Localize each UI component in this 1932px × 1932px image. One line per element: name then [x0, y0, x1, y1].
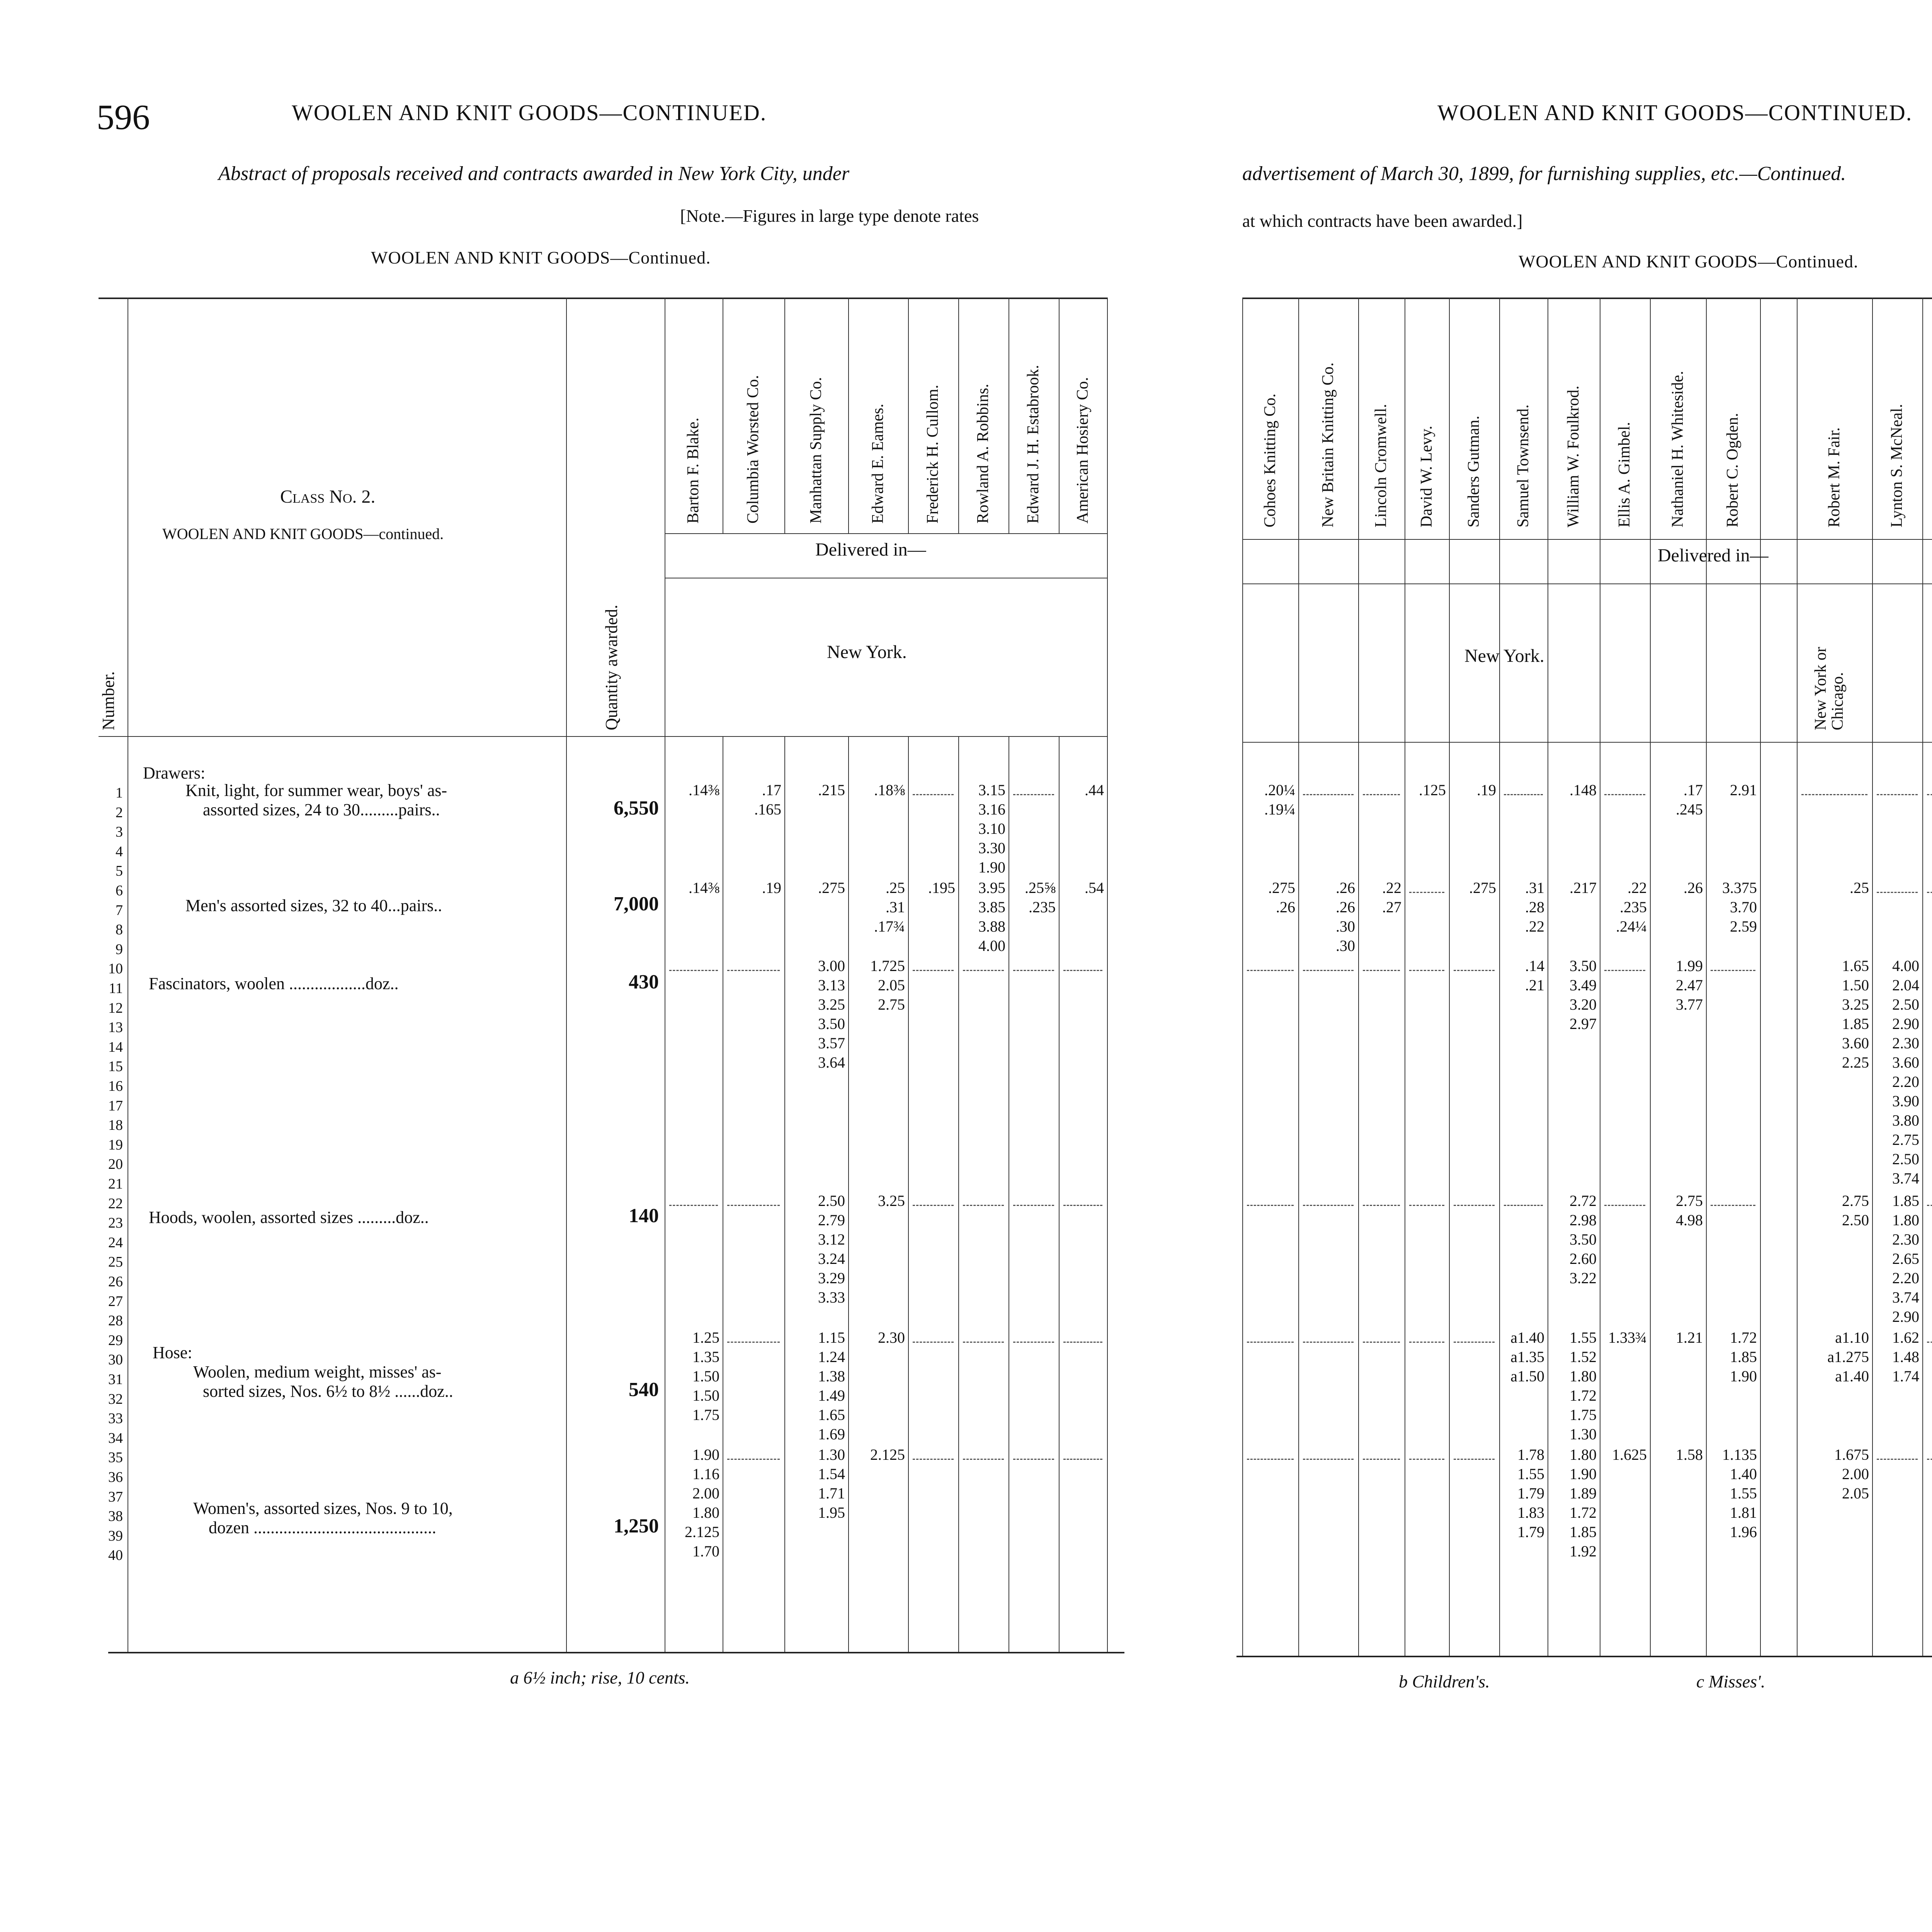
empty-cell-leader	[1063, 1459, 1102, 1460]
row-number: 36	[108, 1469, 123, 1485]
bidder-header: Columbia Worsted Co.	[744, 375, 762, 524]
empty-cell-leader	[1013, 970, 1054, 971]
right-price-cell: 1.625	[1612, 1446, 1647, 1464]
right-price-cell: 1.21	[1676, 1328, 1703, 1346]
left-price-cell: 3.25	[878, 1192, 905, 1209]
row-number: 39	[108, 1527, 123, 1544]
empty-cell-leader	[963, 1205, 1004, 1206]
right-price-cell: a1.10 a1.275 a1.40	[1827, 1328, 1869, 1385]
right-running-head: WOOLEN AND KNIT GOODS—CONTINUED.	[1437, 100, 1913, 125]
left-abstract-line: Abstract of proposals received and contracts awarded in New York City, under	[218, 163, 850, 185]
bidder-header: Robert M. Fair.	[1825, 427, 1843, 527]
empty-cell-leader	[1013, 1459, 1054, 1460]
left-price-cell: 1.15 1.24 1.38 1.49 1.65 1.69	[818, 1328, 845, 1443]
row-number: 40	[108, 1547, 123, 1564]
item-drawers-boys-line2: assorted sizes, 24 to 30.........pairs..	[203, 800, 440, 819]
empty-cell-leader	[1247, 1459, 1294, 1460]
right-price-cell: .125	[1419, 781, 1446, 799]
item-drawers-boys-line1: Knit, light, for summer wear, boys' as-	[185, 781, 447, 800]
row-number: 7	[116, 902, 123, 918]
left-price-cell: .54	[1085, 879, 1104, 896]
right-price-cell: 2.72 2.98 3.50 2.60 3.22	[1570, 1192, 1597, 1287]
item-hose-group: Hose:	[153, 1343, 192, 1362]
empty-cell-leader	[1247, 1205, 1294, 1206]
empty-cell-leader	[1504, 1205, 1543, 1206]
right-price-cell	[1924, 956, 1932, 995]
row-number: 15	[108, 1058, 123, 1075]
quantity-header: Quantity awarded.	[602, 605, 621, 730]
bidder-header: Edward J. H. Estabrook.	[1024, 365, 1042, 524]
empty-cell-leader	[963, 1342, 1004, 1343]
empty-cell-leader	[963, 970, 1004, 971]
right-price-cell: 3.50 3.49 3.20 2.97	[1570, 957, 1597, 1033]
right-price-cell: .275 .26	[1268, 879, 1295, 916]
left-table-top-rule	[99, 298, 1107, 299]
empty-cell-leader	[1711, 970, 1755, 971]
qty-drawers-boys: 6,550	[614, 797, 659, 819]
left-price-cell: 1.725 2.05 2.75	[870, 957, 905, 1014]
empty-cell-leader	[1927, 794, 1932, 795]
bidder-header: Samuel Townsend.	[1514, 404, 1532, 527]
item-hose-women-line2: dozen ...........................................	[209, 1518, 437, 1537]
row-number: 20	[108, 1156, 123, 1173]
left-price-cell: .14⅜	[689, 879, 719, 896]
empty-cell-leader	[1409, 1342, 1444, 1343]
right-price-cell: 1.80 1.90 1.89 1.72 1.85 1.92	[1570, 1446, 1597, 1560]
right-column-rule	[1449, 298, 1450, 1656]
empty-cell-leader	[1013, 794, 1054, 795]
right-column-rule	[1499, 298, 1500, 1656]
empty-cell-leader	[1927, 1205, 1932, 1206]
qty-hose-women: 1,250	[614, 1515, 659, 1537]
row-number: 10	[108, 961, 123, 977]
empty-cell-leader	[1363, 970, 1400, 971]
right-price-cell: 1.62 1.48 1.74	[1892, 1328, 1919, 1385]
right-price-cell: .26 .26 .30 .30	[1336, 879, 1355, 954]
right-price-cell: 1.135 1.40 1.55 1.81 1.96	[1722, 1446, 1757, 1541]
row-number: 18	[108, 1117, 123, 1134]
row-number: 6	[116, 883, 123, 899]
left-running-head: WOOLEN AND KNIT GOODS—CONTINUED.	[292, 100, 767, 125]
empty-cell-leader	[1063, 970, 1102, 971]
empty-cell-leader	[1604, 1205, 1645, 1206]
empty-cell-leader	[913, 1205, 954, 1206]
item-hoods: Hoods, woolen, assorted sizes .........doz..	[149, 1208, 429, 1227]
right-price-cell: 3.375 3.70 2.59	[1722, 879, 1757, 935]
right-note-line: at which contracts have been awarded.]	[1242, 211, 1523, 231]
left-price-cell: 2.30	[878, 1328, 905, 1346]
empty-cell-leader	[1363, 794, 1400, 795]
bidder-header: Lincoln Cromwell.	[1372, 404, 1390, 527]
right-column-rule	[1298, 298, 1299, 1656]
left-header-bottom-rule	[99, 736, 1107, 737]
right-price-cell: 2.75 4.98	[1676, 1192, 1703, 1229]
left-vline-end	[1107, 298, 1108, 1652]
bidder-header: William W. Foulkrod.	[1564, 386, 1582, 527]
empty-cell-leader	[1247, 970, 1294, 971]
row-number: 24	[108, 1234, 123, 1251]
left-price-cell: 1.30 1.54 1.71 1.95	[818, 1446, 845, 1522]
empty-cell-leader	[1303, 1342, 1354, 1343]
item-fascinators: Fascinators, woolen ..................doz..	[149, 974, 399, 993]
empty-cell-leader	[1409, 892, 1444, 893]
left-vline-b7	[1059, 298, 1060, 533]
qty-hoods: 140	[629, 1205, 659, 1227]
left-vline-b5	[958, 298, 959, 533]
row-number: 12	[108, 1000, 123, 1016]
right-abstract-line: advertisement of March 30, 1899, for furnishing supplies, etc.—Continued.	[1242, 163, 1846, 185]
left-price-cell: 3.15 3.16 3.10 3.30 1.90	[978, 781, 1005, 876]
left-price-cell: .19	[762, 879, 781, 896]
left-vline-b3	[848, 298, 849, 533]
bidder-header: Rowland A. Robbins.	[974, 384, 992, 524]
right-column-rule	[1650, 298, 1651, 1656]
right-delivered-label: Delivered in—	[1658, 545, 1769, 566]
empty-cell-leader	[913, 1342, 954, 1343]
left-price-cell: .195	[928, 879, 955, 896]
item-drawers-group: Drawers:	[143, 764, 206, 782]
left-vline-c4	[908, 736, 909, 1652]
row-number: 35	[108, 1449, 123, 1466]
right-price-cell: .26	[1684, 879, 1703, 896]
bidder-header: Robert C. Ogden.	[1724, 413, 1742, 527]
row-number: 30	[108, 1352, 123, 1368]
left-price-cell: 3.95 3.85 3.88 4.00	[978, 879, 1005, 954]
row-number: 28	[108, 1313, 123, 1329]
empty-cell-leader	[727, 1342, 780, 1343]
right-column-rule	[1872, 298, 1873, 1656]
left-vline-c5	[958, 736, 959, 1652]
row-number: 3	[116, 824, 123, 840]
left-price-cell: .14⅜	[689, 781, 719, 799]
empty-cell-leader	[1604, 794, 1645, 795]
footnote-b: b Children's.	[1399, 1672, 1490, 1691]
right-header-bottom-rule	[1242, 742, 1932, 743]
bidder-header: American Hosiery Co.	[1073, 377, 1092, 524]
left-vline-c3	[848, 736, 849, 1652]
row-number: 22	[108, 1195, 123, 1212]
right-delivered-rule	[1242, 539, 1932, 540]
row-number: 19	[108, 1136, 123, 1153]
empty-cell-leader	[1013, 1342, 1054, 1343]
right-price-cell: a1.40 a1.35 a1.50	[1510, 1328, 1544, 1385]
empty-cell-leader	[1454, 1342, 1495, 1343]
empty-cell-leader	[1303, 1205, 1354, 1206]
item-drawers-men: Men's assorted sizes, 32 to 40...pairs..	[185, 896, 442, 915]
right-price-cell: .148	[1570, 781, 1597, 799]
right-price-cell: 1.58	[1676, 1446, 1703, 1464]
row-number: 26	[108, 1274, 123, 1290]
empty-cell-leader	[1063, 1342, 1102, 1343]
row-number: 27	[108, 1293, 123, 1310]
qty-hose-misses: 540	[629, 1379, 659, 1401]
right-price-cell: .17 .245	[1676, 781, 1703, 818]
qty-drawers-men: 7,000	[614, 893, 659, 915]
empty-cell-leader	[1927, 892, 1932, 893]
bidder-header: New Britain Knitting Co.	[1319, 362, 1337, 527]
right-price-cell: 2.91	[1730, 781, 1757, 799]
row-number: 16	[108, 1078, 123, 1094]
bidder-header: Edward E. Eames.	[869, 403, 887, 524]
right-location-2: New York or Chicago.	[1812, 647, 1847, 730]
right-price-cell: .31 .28 .22	[1525, 879, 1544, 935]
row-number: 38	[108, 1508, 123, 1525]
item-hose-misses-line2: sorted sizes, Nos. 6½ to 8½ ......doz..	[203, 1382, 453, 1401]
empty-cell-leader	[727, 1459, 780, 1460]
row-number: 31	[108, 1371, 123, 1388]
empty-cell-leader	[1927, 1459, 1932, 1460]
empty-cell-leader	[1711, 1205, 1755, 1206]
empty-cell-leader	[1409, 970, 1444, 971]
left-number-header: Number.	[99, 671, 118, 730]
left-vline-c2	[784, 736, 785, 1652]
left-price-cell: 2.125	[870, 1446, 905, 1464]
empty-cell-leader	[963, 1459, 1004, 1460]
empty-cell-leader	[1877, 1459, 1918, 1460]
right-price-cell: 1.99 2.47 3.77	[1676, 957, 1703, 1014]
left-price-cell: .215	[818, 781, 845, 799]
right-price-cell: 1.65 1.50 3.25 1.85 3.60 2.25	[1842, 957, 1869, 1071]
item-hose-women-line1: Women's, assorted sizes, Nos. 9 to 10,	[193, 1499, 453, 1518]
right-price-cell: 1.72 1.85 1.90	[1730, 1328, 1757, 1385]
empty-cell-leader	[1454, 1459, 1495, 1460]
empty-cell-leader	[1454, 1205, 1495, 1206]
empty-cell-leader	[1247, 1342, 1294, 1343]
left-price-cell: .17 .165	[754, 781, 781, 818]
row-number: 34	[108, 1430, 123, 1446]
bidder-header: Ellis A. Gimbel.	[1616, 422, 1633, 527]
row-number: 25	[108, 1254, 123, 1270]
right-column-rule	[1760, 298, 1761, 1656]
right-price-cell: 1.78 1.55 1.79 1.83 1.79	[1517, 1446, 1544, 1541]
left-price-cell: .44	[1085, 781, 1104, 799]
empty-cell-leader	[1409, 1205, 1444, 1206]
item-hose-misses-line1: Woolen, medium weight, misses' as-	[193, 1362, 442, 1381]
left-price-cell: .275	[818, 879, 845, 896]
bidder-header: Sanders Gutman.	[1465, 415, 1483, 527]
footnote-c: c Misses'.	[1696, 1672, 1765, 1691]
left-note-line: [Note.—Figures in large type denote rates	[680, 206, 979, 226]
left-delivered-rule	[665, 533, 1107, 534]
left-price-cell: 1.90 1.16 2.00 1.80 2.125 1.70	[685, 1446, 719, 1560]
left-footnote: a 6½ inch; rise, 10 cents.	[510, 1668, 690, 1687]
row-number: 8	[116, 922, 123, 938]
row-number: 37	[108, 1488, 123, 1505]
bidder-header: Manhattan Supply Co.	[807, 377, 825, 524]
row-number: 9	[116, 941, 123, 957]
right-column-rule	[1358, 298, 1359, 1656]
left-page-number: 596	[97, 97, 150, 137]
empty-cell-leader	[1801, 794, 1867, 795]
row-number: 4	[116, 843, 123, 860]
row-number: 29	[108, 1332, 123, 1349]
left-price-cell: .18⅜	[874, 781, 905, 799]
right-price-cell: 1.55 1.52 1.80 1.72 1.75 1.30	[1570, 1328, 1597, 1443]
right-price-cell: .19	[1477, 781, 1496, 799]
bidder-header: Barton F. Blake.	[684, 417, 702, 524]
bidder-header: David W. Levy.	[1417, 425, 1435, 527]
row-number: 17	[108, 1097, 123, 1114]
left-price-cell: 1.25 1.35 1.50 1.50 1.75	[692, 1328, 719, 1423]
bidder-header: Cohoes Knitting Co.	[1261, 393, 1279, 527]
empty-cell-leader	[1303, 1459, 1354, 1460]
right-price-cell: .22 .27	[1382, 879, 1401, 916]
empty-cell-leader	[1303, 794, 1354, 795]
empty-cell-leader	[1454, 970, 1495, 971]
right-price-cell: .14 .21	[1525, 957, 1544, 994]
left-vline-b4	[908, 298, 909, 533]
right-table-bottom-rule	[1236, 1656, 1932, 1657]
row-number: 21	[108, 1176, 123, 1192]
class-label: Class No. 2.	[280, 486, 376, 507]
row-number: 13	[108, 1019, 123, 1036]
bidder-header: Frederick H. Cullom.	[924, 384, 942, 524]
row-number: 23	[108, 1215, 123, 1231]
right-column-rule	[1797, 298, 1798, 1656]
right-column-rule	[1706, 298, 1707, 1656]
empty-cell-leader	[1409, 1459, 1444, 1460]
class-subtitle: WOOLEN AND KNIT GOODS—continued.	[162, 525, 444, 543]
right-table-title: WOOLEN AND KNIT GOODS—Continued.	[1519, 252, 1859, 271]
right-price-cell: .217	[1570, 879, 1597, 896]
empty-cell-leader	[1013, 1205, 1054, 1206]
empty-cell-leader	[1927, 1342, 1932, 1343]
empty-cell-leader	[1877, 892, 1918, 893]
bidder-header: Lynton S. McNeal.	[1888, 404, 1906, 527]
right-table-top-rule	[1242, 298, 1932, 299]
row-number: 32	[108, 1391, 123, 1407]
left-location: New York.	[827, 642, 907, 662]
left-vline-desc	[566, 298, 567, 1652]
left-table-title: WOOLEN AND KNIT GOODS—Continued.	[371, 248, 711, 267]
empty-cell-leader	[1303, 970, 1354, 971]
right-price-cell: .20¼ .19¼	[1264, 781, 1295, 818]
right-column-rule	[1922, 298, 1923, 1656]
bidder-header: Nathaniel H. Whiteside.	[1668, 371, 1687, 527]
row-number: 1	[116, 785, 123, 801]
row-number: 33	[108, 1410, 123, 1427]
right-location-1: New York.	[1464, 646, 1544, 666]
right-price-cell: .22 .235 .24¼	[1616, 879, 1647, 935]
left-table-bottom-rule	[108, 1652, 1124, 1653]
empty-cell-leader	[1363, 1342, 1400, 1343]
left-price-cell: .25⅝ .235	[1025, 879, 1056, 916]
left-price-cell: .25 .31 .17¾	[874, 879, 905, 935]
right-price-cell: .25	[1850, 879, 1869, 896]
right-price-cell: 4.00 2.04 2.50 2.90 2.30 3.60 2.20 3.90 3.80 2.75 2.50 3.74	[1892, 957, 1919, 1187]
right-column-rule	[1242, 298, 1243, 1656]
empty-cell-leader	[669, 970, 718, 971]
left-price-cell: 2.50 2.79 3.12 3.24 3.29 3.33	[818, 1192, 845, 1306]
right-price-cell: 1.675 2.00 2.05	[1834, 1446, 1869, 1502]
row-number: 14	[108, 1039, 123, 1055]
left-vline-c7	[1059, 736, 1060, 1652]
empty-cell-leader	[913, 1459, 954, 1460]
right-location-rule	[1242, 583, 1932, 584]
row-number: 2	[116, 804, 123, 821]
empty-cell-leader	[1877, 794, 1918, 795]
row-number: 11	[109, 980, 123, 997]
empty-cell-leader	[1063, 1205, 1102, 1206]
qty-fascinators: 430	[629, 971, 659, 993]
empty-cell-leader	[913, 970, 954, 971]
empty-cell-leader	[1504, 794, 1543, 795]
left-vline-b2	[784, 298, 785, 533]
right-price-cell: .275	[1469, 879, 1496, 896]
row-number: 5	[116, 863, 123, 879]
right-price-cell: 2.75 2.50	[1842, 1192, 1869, 1229]
right-price-cell: 1.33¾	[1608, 1328, 1647, 1346]
left-delivered-label: Delivered in—	[815, 539, 926, 560]
empty-cell-leader	[669, 1205, 718, 1206]
right-price-cell: 1.85 1.80 2.30 2.65 2.20 3.74 2.90	[1892, 1192, 1919, 1325]
left-price-cell: 3.00 3.13 3.25 3.50 3.57 3.64	[818, 957, 845, 1071]
empty-cell-leader	[727, 970, 780, 971]
empty-cell-leader	[1363, 1205, 1400, 1206]
empty-cell-leader	[1363, 1459, 1400, 1460]
empty-cell-leader	[913, 794, 954, 795]
empty-cell-leader	[1604, 970, 1645, 971]
empty-cell-leader	[727, 1205, 780, 1206]
